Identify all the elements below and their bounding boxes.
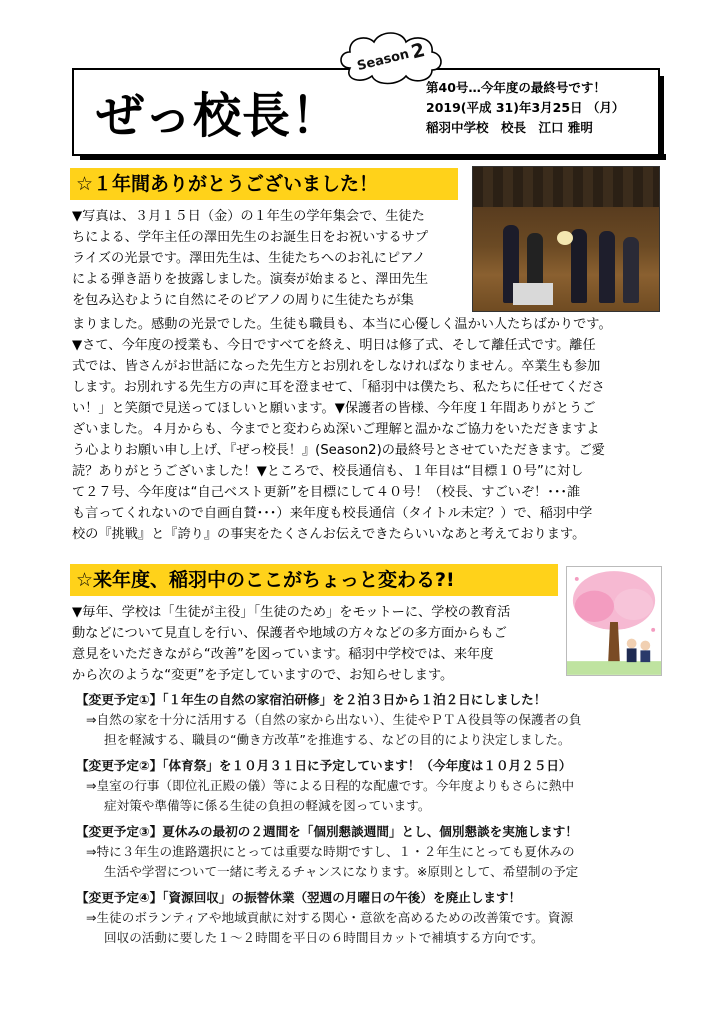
- issue-info: [426, 78, 658, 138]
- change-title: 【変更予定③】夏休みの最初の２週間を「個別懇談週間」とし、個別懇談を実施します！: [76, 824, 578, 839]
- text-line: い！」と笑顔で見送ってほしいと願います。▼保護者の皆様、今年度１年間ありがとうご: [72, 401, 596, 416]
- change-item-3: [76, 822, 666, 882]
- change-item-4: [76, 888, 666, 948]
- text-line: て２７号、今年度は“自己ベスト更新”を目標にして４０号！（校長、すごいぞ！･･･誰: [72, 485, 581, 500]
- section2-intro: [72, 602, 560, 686]
- change-desc: 症対策や準備等に係る生徒の負担の軽減を図っています。: [104, 798, 431, 813]
- issue-number: 第40号…今年度の最終号です！: [426, 80, 606, 95]
- text-line: 式では、皆さんがお世話になった先生方とお別れをしなければなりません。卒業生も参加: [72, 359, 601, 374]
- change-desc: 回収の活動に要した１～２時間を平日の６時間目カットで補填する方向です。: [104, 930, 544, 945]
- change-title: 【変更予定④】「資源回収」の振替休業（翌週の月曜日の午後）を廃止します！: [76, 890, 522, 905]
- assembly-photo: [472, 166, 660, 312]
- change-desc: ⇒皇室の行事（即位礼正殿の儀）等による日程的な配慮です。今年度よりもさらに熱中: [86, 778, 575, 793]
- change-desc: 担を軽減する、職員の“働き方改革”を推進する、などの目的により決定しました。: [104, 732, 571, 747]
- text-line: による弾き語りを披露しました。演奏が始まると、澤田先生: [72, 272, 429, 287]
- change-title: 【変更予定②】「体育祭」を１０月３１日に予定しています！（今年度は１０月２５日）: [76, 758, 572, 773]
- text-line: から次のような“変更”を予定していますので、お知らせします。: [72, 668, 454, 683]
- section1-intro: [72, 206, 464, 311]
- issue-author: 稲羽中学校 校長 江口 雅明: [426, 120, 593, 135]
- change-item-1: [76, 690, 666, 750]
- section1-body: [72, 314, 666, 545]
- cherry-tree-illustration: [566, 566, 662, 676]
- section2-heading: ☆来年度、稲羽中のここがちょっと変わる?!: [70, 564, 558, 596]
- issue-date: 2019(平成 31)年3月25日 （月）: [426, 100, 625, 115]
- text-line: も言ってくれないので自画自賛･･･）来年度も校長通信（タイトル未定？）で、稲羽中学: [72, 506, 593, 521]
- text-line: ちによる、学年主任の澤田先生のお誕生日をお祝いするサプ: [72, 230, 429, 245]
- text-line: します。お別れする先生方の声に耳を澄ませて、「稲羽中は僕たち、私たちに任せてくださ: [72, 380, 605, 395]
- text-line: まりました。感動の光景でした。生徒も職員も、本当に心優しく温かい人たちばかりです。: [72, 317, 612, 332]
- text-line: ▼毎年、学校は「生徒が主役」「生徒のため」をモットーに、学校の教育活: [72, 605, 511, 620]
- text-line: 読？ありがとうございました！▼ところで、校長通信も、１年目は“目標１０号”に対し: [72, 464, 584, 479]
- change-item-2: [76, 756, 666, 816]
- change-desc: 生活や学習について一緒に考えるチャンスになります。※原則として、希望制の予定: [104, 864, 579, 879]
- text-line: ライズの光景です。澤田先生は、生徒たちへのお礼にピアノ: [72, 251, 426, 266]
- season-number: 2: [409, 38, 428, 64]
- change-desc: ⇒生徒のボランティアや地域貢献に対する関心・意欲を高めるための改善策です。資源: [86, 910, 574, 925]
- text-line: ▼写真は、３月１５日（金）の１年生の学年集会で、生徒た: [72, 209, 425, 224]
- text-line: を包み込むように自然にそのピアノの周りに生徒たちが集: [72, 293, 414, 308]
- text-line: う心よりお願い申し上げ、『ぜっ校長！』(Season2)の最終号とさせていただきます。ご愛: [72, 443, 605, 458]
- text-line: ▼さて、今年度の授業も、今日ですべてを終え、明日は修了式、そして離任式です。離任: [72, 338, 596, 353]
- change-title: 【変更予定①】「１年生の自然の家宿泊研修」を２泊３日から１泊２日にしました！: [76, 692, 547, 707]
- change-desc: ⇒自然の家を十分に活用する（自然の家から出ない）、生徒やＰＴＡ役員等の保護者の負: [86, 712, 582, 727]
- newsletter-title: ぜっ校長！: [96, 88, 341, 144]
- change-desc: ⇒特に３年生の進路選択にとっては重要な時期ですし、１・２年生にとっても夏休みの: [86, 844, 575, 859]
- season-word: Season: [355, 46, 411, 74]
- text-line: ざいました。４月からも、今までと変わらぬ深いご理解と温かなご協力をいただきますよ: [72, 422, 600, 437]
- section1-heading: ☆１年間ありがとうございました！: [70, 168, 458, 200]
- text-line: 意見をいただきながら“改善”を図っています。稲羽中学校では、来年度: [72, 647, 494, 662]
- text-line: 動などについて見直しを行い、保護者や地域の方々などの多方面からもご: [72, 626, 507, 641]
- text-line: 校の『挑戦』と『誇り』の事実をたくさんお伝えできたらいいなあと考えております。: [72, 527, 586, 542]
